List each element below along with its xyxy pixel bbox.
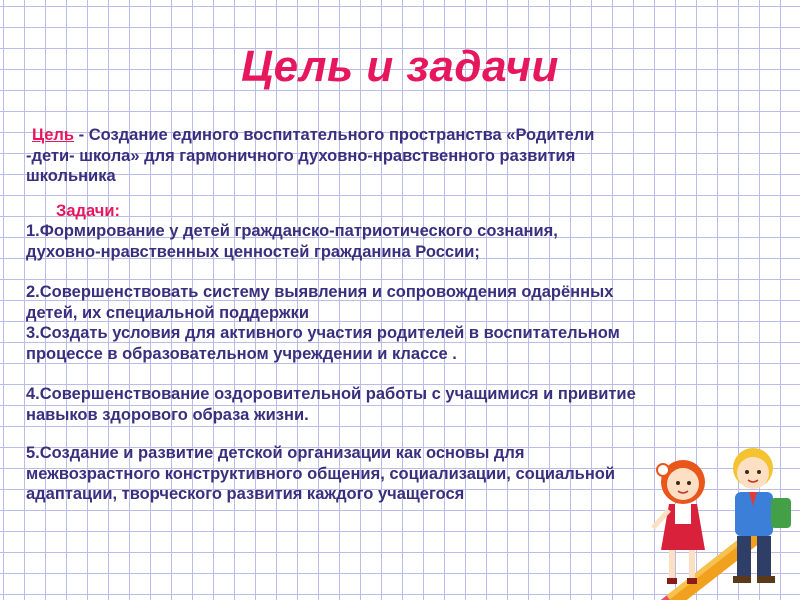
- task-item-5: 5.Создание и развитие детской организации как основы для межвозрастного конструктивного общения, социализации, социальной адаптации, творческого развития каждого учащегося: [26, 444, 616, 503]
- boy-figure: [733, 448, 791, 583]
- goal-label: Цель: [32, 126, 75, 144]
- task-item-1: 1.Формирование у детей гражданско-патриотического сознания, духовно-нравственных ценностей гражданина России;: [26, 222, 558, 261]
- goal-paragraph: [26, 125, 636, 187]
- slide-title: Цель и задачи: [241, 42, 559, 91]
- task-item-2: 2.Совершенствовать систему выявления и сопровождения одарённых детей, их специальной поддержки: [26, 283, 614, 322]
- slide-content: [26, 125, 636, 505]
- girl-figure: [653, 460, 705, 584]
- goal-text: - Создание единого воспитательного пространства «Родители -дети- школа» для гармоничного духовно-нравственного развития школьника: [26, 126, 595, 185]
- task-item-3: 3.Создать условия для активного участия родителей в воспитательном процессе в образовательном учреждении и классе .: [26, 324, 620, 363]
- task-item-4: 4.Совершенствование оздоровительной работы с учащимися и привитие навыков здорового образа жизни.: [26, 385, 636, 424]
- tasks-label: Задачи:: [56, 201, 120, 220]
- school-children-illustration: [645, 440, 800, 600]
